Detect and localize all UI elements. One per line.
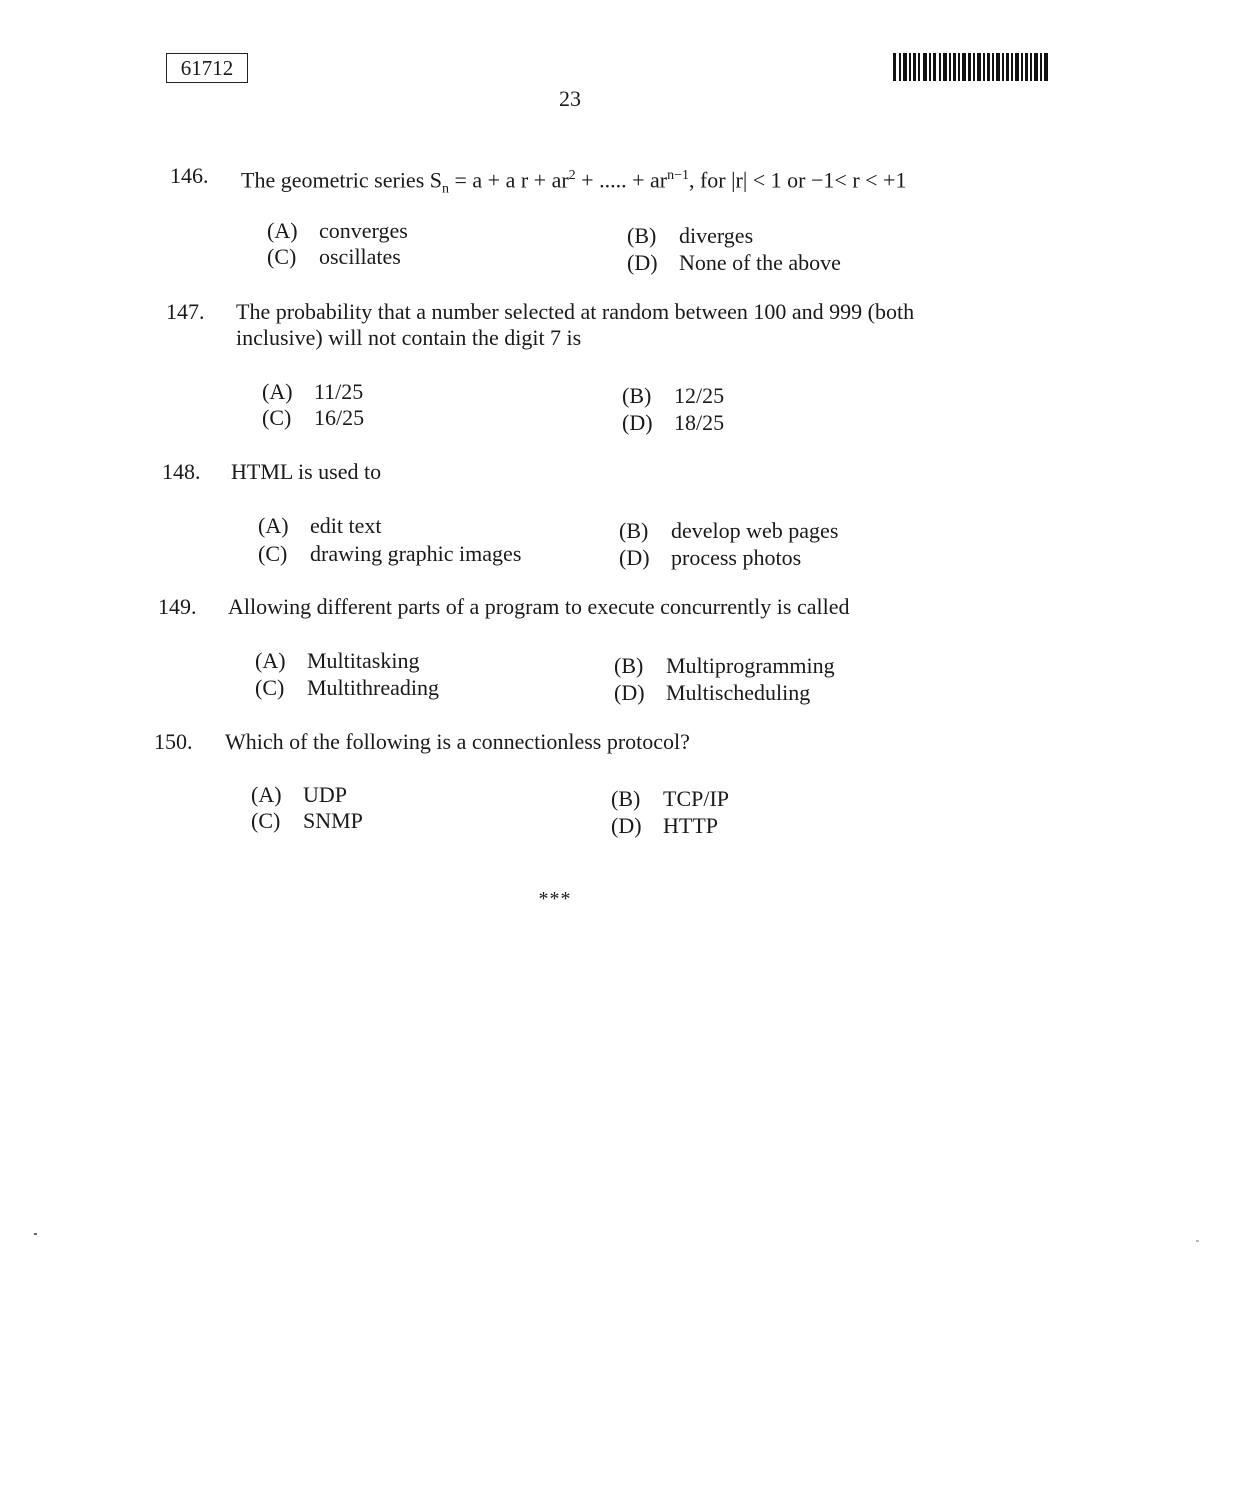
option-d[interactable] [627,250,841,276]
question-text: HTML is used to [231,459,382,484]
formula-sup-2: 2 [568,168,576,183]
option-text: edit text [310,513,382,538]
paper-code-box: 61712 [166,53,248,83]
option-c[interactable] [258,541,521,567]
question-number: 146. [170,163,209,188]
option-label: (C) [255,675,285,700]
formula-mid1: = a + a r + ar [449,167,569,193]
question-text: The probability that a number selected at random between 100 and 999 (both inclusive) will not contain the digit 7 is [236,299,915,350]
option-d[interactable] [614,680,810,706]
option-text: Multithreading [307,675,439,700]
question-text: Which of the following is a connectionless protocol? [225,729,690,754]
option-text: None of the above [679,250,841,275]
option-text: UDP [303,782,348,807]
formula-suffix: , for |r| < 1 or −1< r < +1 [688,167,907,193]
option-label: (D) [627,250,658,275]
option-label: (D) [619,545,650,570]
option-b[interactable] [611,786,729,812]
scan-speck [1196,1240,1199,1242]
formula-sub-n: n [442,181,449,197]
option-label: (D) [622,410,653,435]
option-c[interactable] [255,675,439,701]
formula-sup-n1: n−1 [667,168,689,183]
option-d[interactable] [611,813,718,839]
option-a[interactable] [267,218,408,244]
option-label: (A) [251,782,282,807]
option-label: (C) [262,405,292,430]
option-text: drawing graphic images [310,541,522,566]
option-label: (C) [267,244,297,269]
option-a[interactable] [255,648,419,674]
end-marker: *** [538,888,572,910]
question-number: 149. [158,594,197,619]
option-label: (B) [619,518,649,543]
option-label: (D) [614,680,645,705]
option-label: (B) [611,786,641,811]
option-text: TCP/IP [663,786,730,811]
option-label: (B) [622,383,652,408]
option-text: 11/25 [314,379,364,404]
option-text: Multiprogramming [666,653,835,678]
option-text: converges [319,218,408,243]
option-d[interactable] [622,410,724,436]
option-text: HTTP [663,813,718,838]
formula-prefix: The geometric series S [241,167,442,193]
option-label: (A) [267,218,298,243]
option-text: oscillates [319,244,401,269]
option-a[interactable] [262,379,363,405]
option-label: (A) [262,379,293,404]
question-text: Allowing different parts of a program to execute concurrently is called [228,594,850,619]
option-text: Multischeduling [666,680,811,705]
option-label: (B) [614,653,644,678]
option-text: develop web pages [671,518,839,543]
option-label: (C) [251,808,281,833]
option-b[interactable] [627,223,753,249]
option-c[interactable] [267,244,401,270]
option-c[interactable] [262,405,364,431]
page-number: 23 [559,86,581,111]
question-number: 150. [154,729,193,754]
option-text: 12/25 [674,383,725,408]
option-label: (A) [258,513,289,538]
option-label: (C) [258,541,288,566]
formula-mid2: + ..... + ar [575,167,668,193]
option-b[interactable] [614,653,835,679]
option-text: SNMP [303,808,363,833]
option-b[interactable] [619,518,838,544]
option-c[interactable] [251,808,363,834]
question-text [241,163,986,203]
question-number: 147. [166,299,205,324]
option-text: 18/25 [674,410,725,435]
option-text: process photos [671,545,802,570]
scan-speck [34,1233,37,1235]
question-number: 148. [162,459,201,484]
option-label: (B) [627,223,657,248]
option-label: (A) [255,648,286,673]
option-text: 16/25 [314,405,365,430]
option-text: Multitasking [307,648,420,673]
option-d[interactable] [619,545,801,571]
option-a[interactable] [258,513,381,539]
option-text: diverges [679,223,754,248]
barcode-icon [893,53,1048,81]
option-label: (D) [611,813,642,838]
option-b[interactable] [622,383,724,409]
option-a[interactable] [251,782,347,808]
